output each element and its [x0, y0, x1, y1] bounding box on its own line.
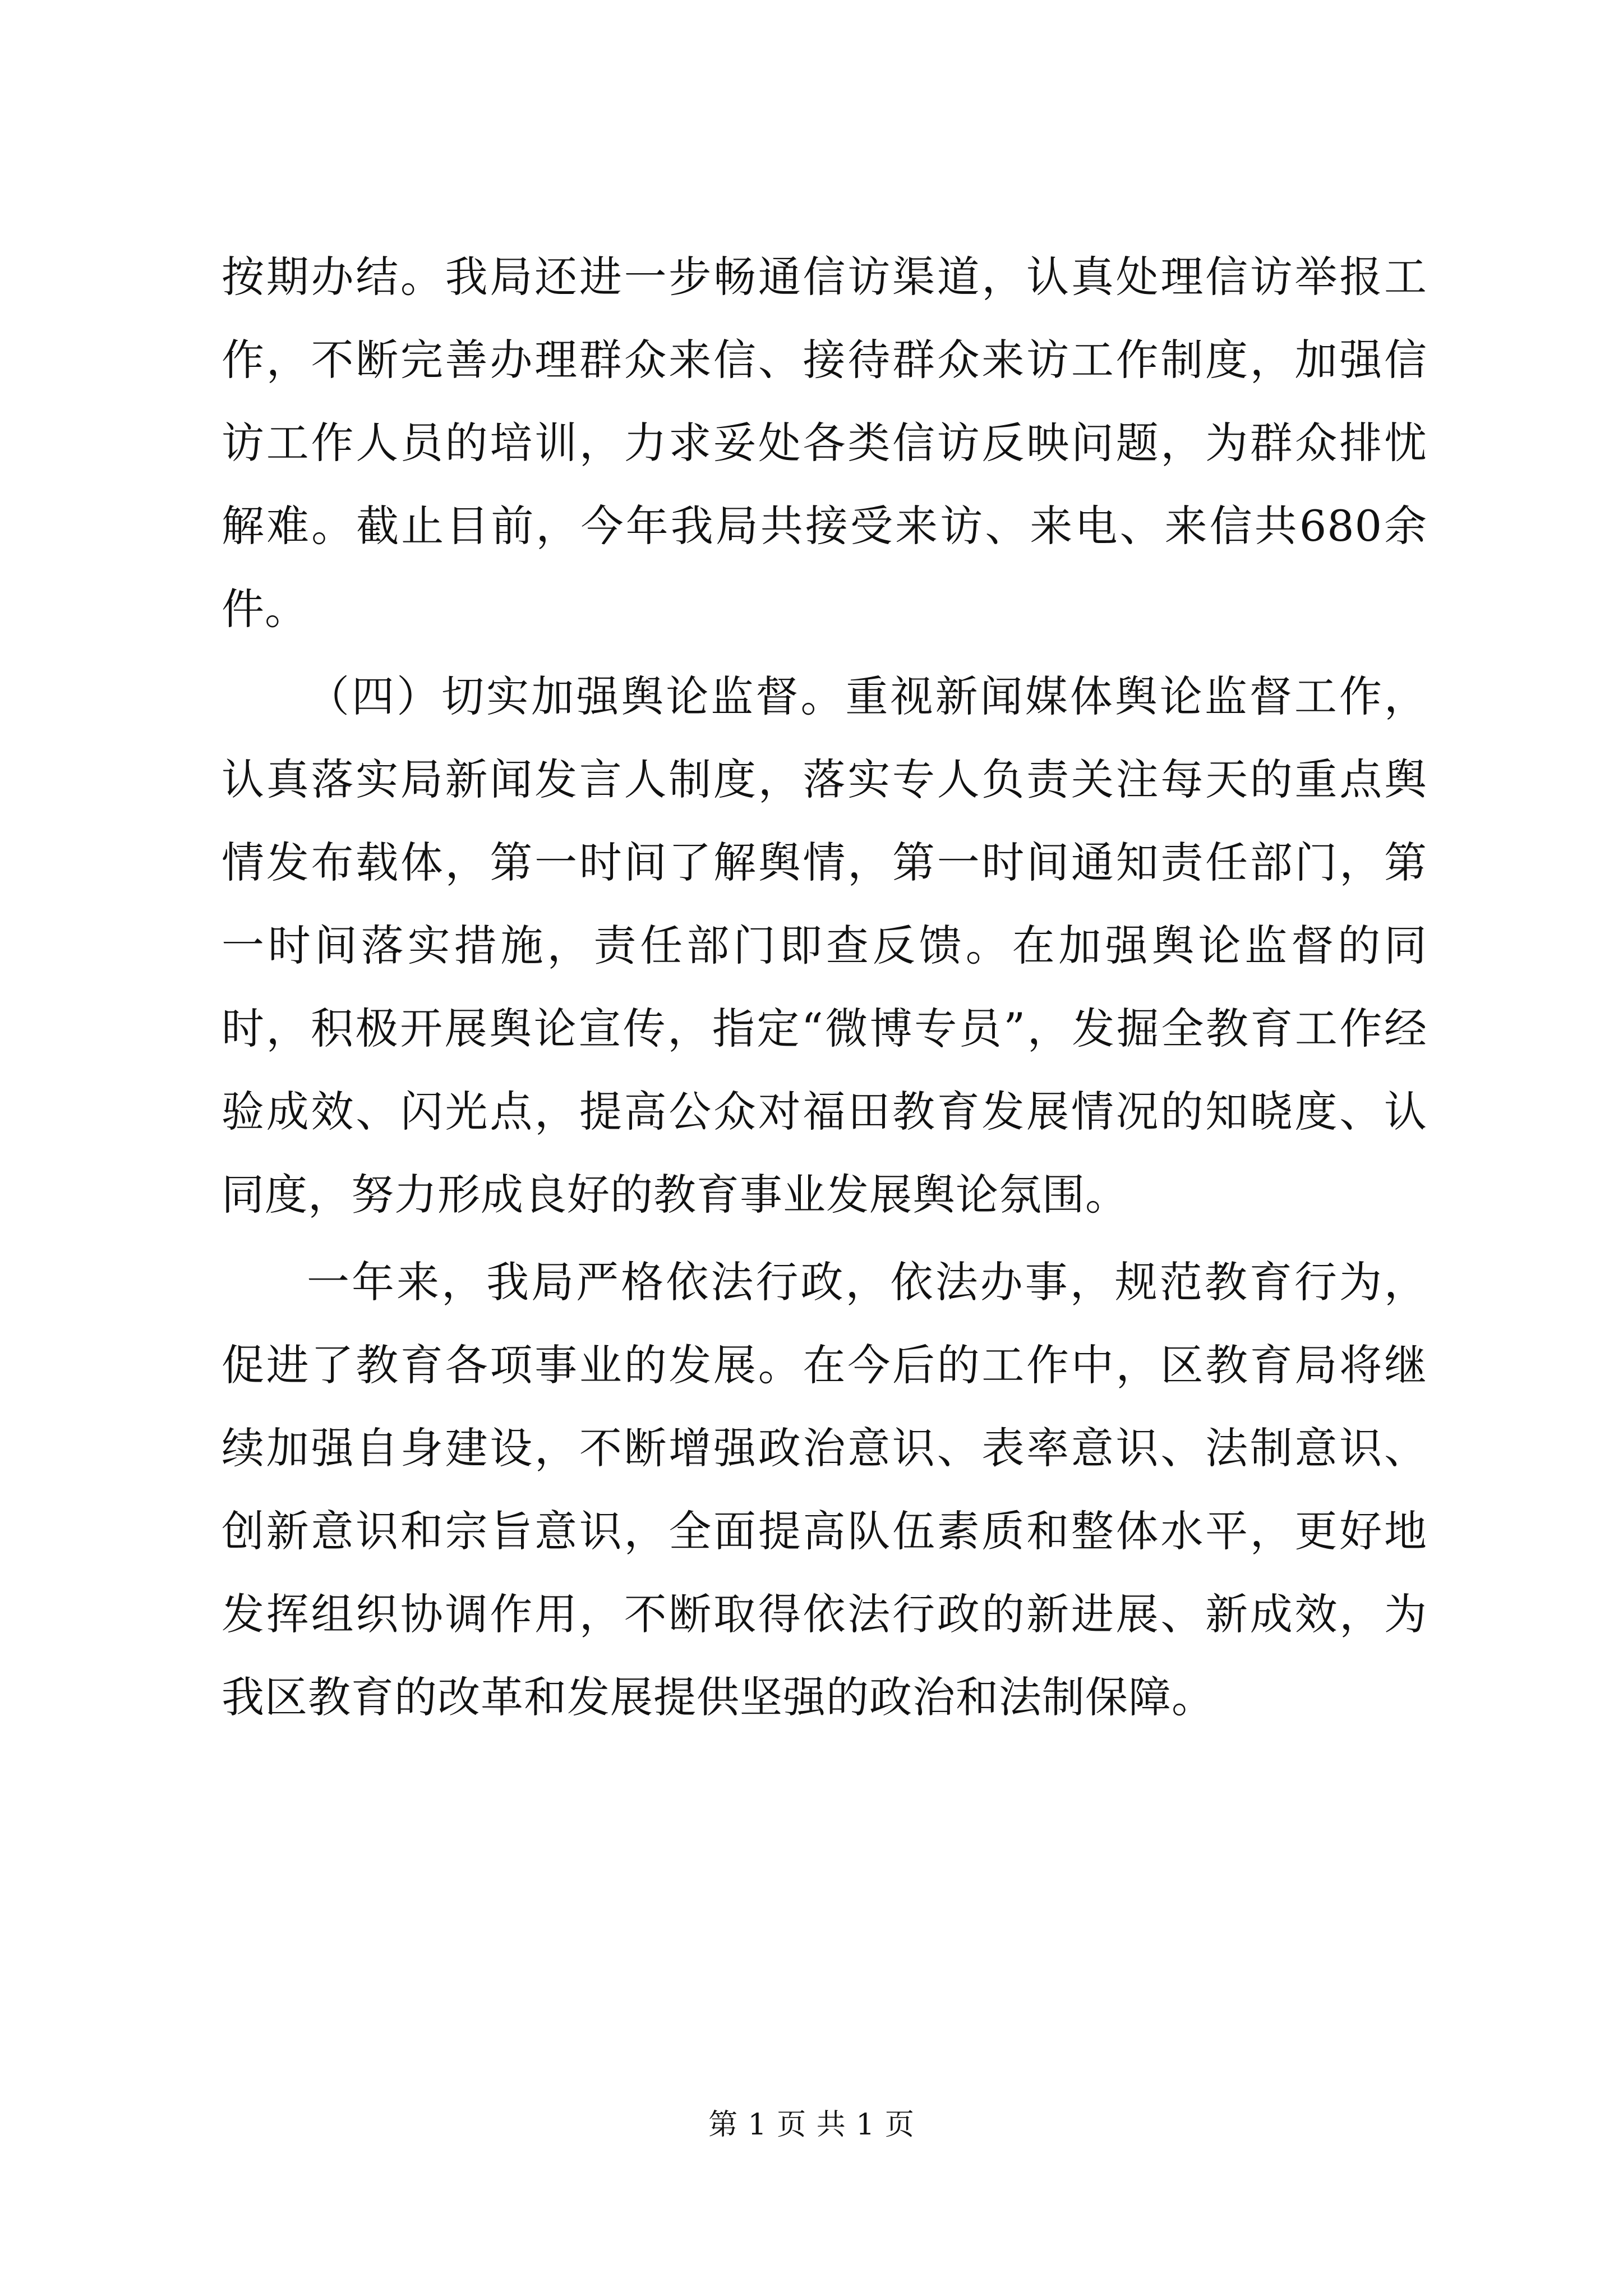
paragraph-public-opinion-supervision: （四）切实加强舆论监督。重视新闻媒体舆论监督工作，认真落实局新闻发言人制度，落实专人负责关注每天的重点舆情发布载体，第一时间了解舆情，第一时间通知责任部门，第一时间落实措施，责任部门即查反馈。在加强舆论监督的同时，积极开展舆论宣传，指定“微博专员”，发掘全教育工作经验成效、闪光点，提高公众对福田教育发展情况的知晓度、认同度，努力形成良好的教育事业发展舆论氛围。 [222, 671, 1427, 1220]
paragraph-conclusion: 一年来，我局严格依法行政，依法办事，规范教育行为，促进了教育各项事业的发展。在今后的工作中，区教育局将继续加强自身建设，不断增强政治意识、表率意识、法制意识、创新意识和宗旨意识，全面提高队伍素质和整体水平，更好地发挥组织协调作用，不断取得依法行政的新进展、新成效，为我区教育的改革和发展提供坚强的政治和法制保障。 [222, 1257, 1427, 1722]
paragraph-continuation: 按期办结。我局还进一步畅通信访渠道，认真处理信访举报工作，不断完善办理群众来信、接待群众来访工作制度，加强信访工作人员的培训，力求妥处各类信访反映问题，为群众排忧解难。截止目前，今年我局共接受来访、来电、来信共680余件。 [222, 252, 1427, 634]
document-body [222, 236, 1427, 1739]
page-footer: 第 1 页 共 1 页 [708, 2108, 915, 2142]
